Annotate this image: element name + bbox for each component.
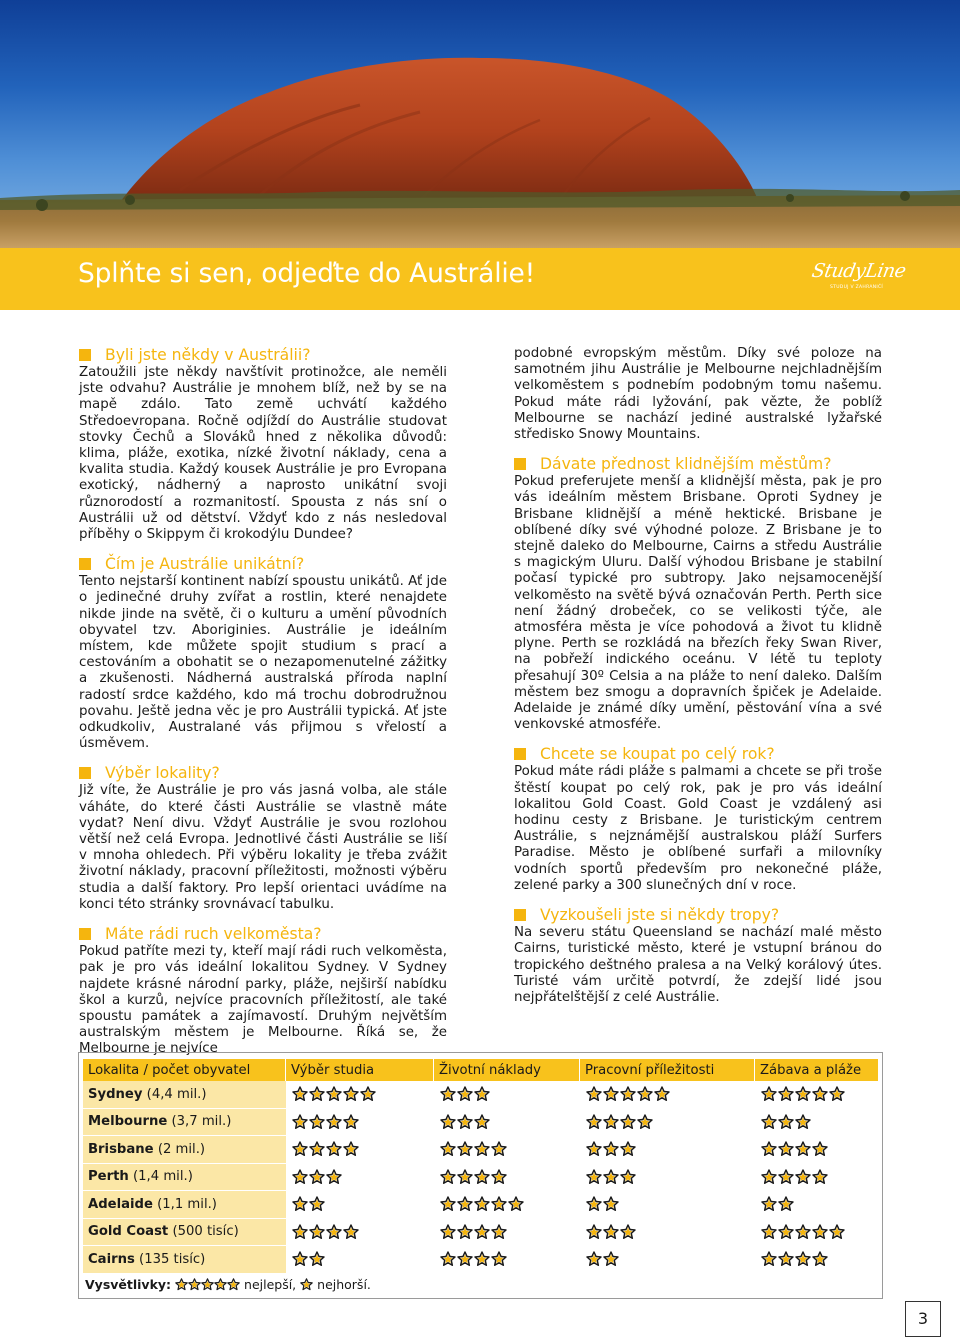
square-bullet-icon [79,767,91,779]
table-legend [85,1277,371,1292]
star-icon [343,1224,359,1240]
star-rating [586,1251,620,1267]
city-cell [83,1219,286,1247]
star-rating [292,1141,360,1157]
comparison-table-box [78,1052,883,1299]
star-icon [188,1278,201,1291]
star-icon [292,1141,308,1157]
rating-cell [580,1191,755,1219]
star-icon [761,1114,777,1130]
page-number: 3 [905,1301,941,1337]
section-text: Již víte, že Austrálie je pro vás jasná volba, ale stále váháte, do které části Austrálie se vlastně máte vydat? Není divu. Vždyť Austrálie je svou rozlohou větší než celá Evropa. Jednotlivé části Austrálie se liší v mnoha ohledech. Při výběru lokality je třeba zvážit životní náklady, pracovní příležitosti, možnosti výběru studia a další faktory. Pro lepší orientaci uvádíme na konci této stránky srovnávací tabulku. [79,783,447,912]
rating-cell [286,1164,434,1192]
star-icon [326,1169,342,1185]
star-rating [586,1086,671,1102]
rating-cell [286,1136,434,1164]
star-icon [620,1114,636,1130]
city-name: Gold Coast [88,1224,169,1240]
star-icon [761,1251,777,1267]
star-icon [778,1141,794,1157]
title-banner [0,248,960,310]
section-continuation [514,346,882,443]
city-name: Sydney [88,1086,143,1102]
legend-best-text: nejlepší, [244,1277,297,1292]
rating-cell [434,1191,580,1219]
star-rating [292,1251,326,1267]
square-bullet-icon [79,928,91,940]
rating-cell [580,1219,755,1247]
city-name: Perth [88,1169,129,1185]
star-icon [292,1114,308,1130]
star-icon [795,1141,811,1157]
rating-cell [286,1081,434,1109]
city-population: (1,1 mil.) [157,1196,217,1212]
studyline-logo [810,258,908,294]
star-icon [586,1169,602,1185]
section-text: podobné evropským městům. Díky své poloze na samotném jihu Austrálie je Melbourne nejchladnějším velkoměstem s podnebím podobným tomu našemu. Pokud máte rádi lyžování, pak vězte, že poblíž Melbourne se nachází jediné australské lyžařské středisko Snowy Mountains. [514,346,882,443]
star-icon [175,1278,188,1291]
star-icon [474,1114,490,1130]
star-icon [761,1169,777,1185]
section-heading: Máte rádi ruch velkoměsta? [79,925,447,943]
legend-worst-text: nejhorší. [317,1277,371,1292]
city-name: Adelaide [88,1196,153,1212]
rating-cell [580,1081,755,1109]
square-bullet-icon [514,748,526,760]
city-cell [83,1081,286,1109]
star-icon [326,1086,342,1102]
rating-cell [580,1136,755,1164]
star-icon [474,1224,490,1240]
section-text: Zatoužili jste někdy navštívit protinožce, ale neměli jste odvahu? Austrálie je mnohem blíž, než by se na mapě zdálo. Tato země uchvátí každého Středoevropana. Ročně odjíždí do Austrálie studovat stovky Čechů a Slováků hned z několika důvodů: klima, pláže, exotika, nízké životní náklady, cena a kvalita studia. Každý kousek Austrálie je pro Evropana exotický, nádherný a naprosto unikátní svoji různorodostí a rozmanitostí. Spousta z nás sní o Austrálii už od dětství. Vždyť kdo z nás nesledoval příběhy o Skippym či krokodýlu Dundee? [79,365,447,543]
section-klidnejsi-mesta [514,455,882,733]
star-rating [761,1251,829,1267]
star-icon [761,1224,777,1240]
logo-tagline: STUDUJ V ZAHRANIČÍ [830,285,884,290]
square-bullet-icon [514,458,526,470]
star-icon [812,1086,828,1102]
star-icon [292,1196,308,1212]
section-heading: Byli jste někdy v Austrálii? [79,346,447,364]
star-icon [603,1196,619,1212]
rating-cell [755,1191,878,1219]
star-rating [586,1196,620,1212]
star-rating [440,1086,491,1102]
star-icon [474,1086,490,1102]
star-rating [440,1251,508,1267]
star-icon [309,1114,325,1130]
section-heading: Čím je Austrálie unikátní? [79,555,447,573]
section-velkomesto [79,925,447,1057]
star-rating [292,1114,360,1130]
header-zivotni-naklady: Životní náklady [434,1059,580,1081]
rating-cell [286,1109,434,1137]
rating-cell [755,1246,878,1274]
city-population: (500 tisíc) [172,1224,239,1240]
section-heading: Výběr lokality? [79,764,447,782]
section-text: Pokud patříte mezi ty, kteří mají rádi ruch velkoměsta, pak je pro vás ideální lokalitou Sydney. V Sydney najdete krásné národní parky, pláže, nejširší nabídku škol a kurzů, nejvíce pracovních příležitostí, ale také spoustu památek a zajímavostí. Druhým největším australským městem je Melbourne. Říká se, že Melbourne je nejvíce [79,944,447,1057]
city-population: (1,4 mil.) [133,1169,193,1185]
star-icon [586,1114,602,1130]
star-rating [440,1169,508,1185]
rating-cell [434,1246,580,1274]
rating-cell [580,1246,755,1274]
city-name: Cairns [88,1251,135,1267]
star-rating [586,1224,637,1240]
star-icon [795,1169,811,1185]
star-icon [829,1086,845,1102]
page-title: Splňte si sen, odjeďte do Austrálie! [78,258,536,289]
star-icon [603,1114,619,1130]
section-heading: Chcete se koupat po celý rok? [514,745,882,763]
star-icon [440,1196,456,1212]
star-icon [457,1086,473,1102]
square-bullet-icon [79,349,91,361]
star-icon [343,1114,359,1130]
header-pracovni-prilezitosti: Pracovní příležitosti [580,1059,755,1081]
star-icon [227,1278,240,1291]
star-icon [457,1114,473,1130]
city-population: (135 tisíc) [139,1251,206,1267]
logo-wordmark: StudyLine [810,260,908,282]
star-icon [620,1169,636,1185]
city-cell [83,1191,286,1219]
star-icon [812,1224,828,1240]
legend-best-stars [175,1277,240,1292]
city-population: (3,7 mil.) [171,1114,232,1130]
star-icon [778,1251,794,1267]
star-rating [440,1114,491,1130]
star-icon [457,1224,473,1240]
rating-cell [286,1219,434,1247]
square-bullet-icon [514,909,526,921]
section-koupat [514,745,882,894]
star-icon [778,1086,794,1102]
star-rating [586,1169,637,1185]
star-icon [603,1251,619,1267]
rating-cell [580,1109,755,1137]
legend-worst-stars [300,1277,313,1292]
star-rating [440,1224,508,1240]
right-column [514,346,882,1018]
star-icon [812,1251,828,1267]
star-icon [761,1141,777,1157]
star-icon [440,1169,456,1185]
star-icon [292,1251,308,1267]
star-icon [491,1169,507,1185]
star-icon [637,1114,653,1130]
table-row [83,1109,878,1137]
city-cell [83,1109,286,1137]
table-row [83,1081,878,1109]
star-icon [474,1141,490,1157]
star-icon [201,1278,214,1291]
left-column [79,346,447,1070]
star-icon [778,1114,794,1130]
star-icon [761,1196,777,1212]
section-unikatni [79,555,447,752]
section-byli-jste [79,346,447,543]
star-icon [795,1251,811,1267]
uluru-illustration [0,0,960,248]
rating-cell [755,1136,878,1164]
hero-photo-uluru [0,0,960,248]
star-icon [309,1251,325,1267]
section-tropy [514,906,882,1006]
star-icon [343,1141,359,1157]
star-icon [309,1141,325,1157]
star-rating [440,1196,525,1212]
rating-cell [755,1164,878,1192]
rating-cell [434,1136,580,1164]
star-icon [586,1224,602,1240]
table-header-row [83,1059,878,1081]
star-rating [761,1141,829,1157]
star-icon [637,1086,653,1102]
star-icon [778,1224,794,1240]
star-icon [586,1251,602,1267]
star-icon [474,1169,490,1185]
square-bullet-icon [79,558,91,570]
rating-cell [580,1164,755,1192]
table-row [83,1136,878,1164]
star-icon [457,1251,473,1267]
legend-label: Vysvětlivky: [85,1277,172,1292]
table-row [83,1246,878,1274]
star-rating [440,1141,508,1157]
rating-cell [434,1219,580,1247]
star-icon [440,1141,456,1157]
star-icon [292,1169,308,1185]
star-icon [360,1086,376,1102]
star-icon [603,1141,619,1157]
table-row [83,1219,878,1247]
rating-cell [286,1191,434,1219]
star-icon [603,1169,619,1185]
star-rating [586,1141,637,1157]
star-icon [491,1224,507,1240]
city-name: Brisbane [88,1141,154,1157]
star-icon [778,1169,794,1185]
star-icon [620,1141,636,1157]
rating-cell [286,1246,434,1274]
rating-cell [434,1109,580,1137]
star-icon [309,1169,325,1185]
header-vyber-studia: Výběr studia [286,1059,434,1081]
star-icon [326,1224,342,1240]
star-rating [292,1224,360,1240]
city-cell [83,1246,286,1274]
city-population: (2 mil.) [157,1141,206,1157]
city-population: (4,4 mil.) [146,1086,207,1102]
star-icon [586,1196,602,1212]
star-icon [440,1086,456,1102]
section-heading: Vyzkoušeli jste si někdy tropy? [514,906,882,924]
star-icon [812,1169,828,1185]
section-text: Pokud máte rádi pláže s palmami a chcete se při troše štěstí koupat po celý rok, pak je pro vás ideální lokalitou Gold Coast. Gold Coast je vzdálený asi hodinu cesty z Brisbane. Je turistickým centrem Austrálie, s nejznámější australskou pláží Surfers Paradise. Město je oblíbené surfaři a milovníky vodních sportů především pro nekonečné pláže, zelené parky a 300 slunečných dní v roce. [514,764,882,893]
star-rating [292,1086,377,1102]
star-icon [457,1169,473,1185]
star-icon [761,1086,777,1102]
star-icon [457,1196,473,1212]
table-row [83,1164,878,1192]
star-icon [620,1224,636,1240]
star-icon [440,1251,456,1267]
star-icon [309,1196,325,1212]
star-icon [620,1086,636,1102]
rating-cell [755,1081,878,1109]
star-icon [795,1224,811,1240]
section-vyber-lokality [79,764,447,913]
star-rating [761,1169,829,1185]
star-icon [795,1114,811,1130]
rating-cell [755,1109,878,1137]
star-rating [292,1169,343,1185]
star-icon [491,1141,507,1157]
header-lokalita: Lokalita / počet obyvatel [83,1059,286,1081]
section-text: Tento nejstarší kontinent nabízí spoustu unikátů. Ať jde o jedinečné druhy zvířat a rostlin, které nenajdete nikde jinde na světě, či o kulturu a umění původních obyvatel tzv. Aboriginies. Austrálie je ideálním místem, kde můžete spojit studium s prací a cestováním a obohatit se o nezapomenutelné zážitky a zkušenosti. Nádherná australská příroda naplní radostí srdce každého, kdo má trochu dobrodružnou povahu. Ještě jedna věc je pro Austrálii typická. Ať jste odkudkoliv, Australané vás přijmou s vřelostí a úsměvem. [79,574,447,752]
star-icon [309,1086,325,1102]
rating-cell [434,1164,580,1192]
comparison-table [83,1059,878,1274]
star-rating [761,1224,846,1240]
section-text: Pokud preferujete menší a klidnější města, pak je pro vás ideálním městem Brisbane. Oproti Sydney je Brisbane klidnější a méně hektické. Brisbane je oblíbené díky své výhodné poloze. Z Brisbane je to stejně daleko do Melbourne, Cairns a středu Austrálie s magickým Uluru. Další výhodou Brisbane je stabilní počasí typické pro subtropy. Jako nejsamocenější velkoměsto na světě bývá označován Perth. Perth sice není žádný drobeček, co se velikosti týče, ale atmosféra města je více pohodová a život tu klidně plyne. Perth se rozkládá na březích řeky Swan River, na pobřeží indického oceánu. V létě tu teploty přesahují 30º Celsia a na pláže to není daleko. Dalším městem bez smogu a dopravních špiček je Adelaide. Adelaide je známé díky umění, pěstování vína a své venkovské atmosféře. [514,474,882,733]
star-rating [761,1196,795,1212]
star-icon [292,1086,308,1102]
star-rating [761,1086,846,1102]
star-icon [829,1224,845,1240]
rating-cell [434,1081,580,1109]
star-icon [586,1086,602,1102]
star-icon [300,1278,313,1291]
section-text: Na severu státu Queensland se nachází malé město Cairns, turistické město, které je vstupní bránou do tropického deštného pralesa a na Velký korálový útes. Turisté vám určitě potvrdí, že zdejší lidé jsou nejpřátelštější z celé Austrálie. [514,925,882,1005]
star-icon [440,1114,456,1130]
star-icon [292,1224,308,1240]
star-icon [474,1196,490,1212]
star-icon [778,1196,794,1212]
star-rating [761,1114,812,1130]
star-icon [603,1224,619,1240]
star-icon [586,1141,602,1157]
header-zabava-plaze: Zábava a pláže [755,1059,878,1081]
table-body [83,1081,878,1274]
star-icon [457,1141,473,1157]
rating-cell [755,1219,878,1247]
star-icon [795,1086,811,1102]
star-icon [326,1141,342,1157]
star-icon [491,1251,507,1267]
star-icon [343,1086,359,1102]
star-icon [474,1251,490,1267]
star-icon [326,1114,342,1130]
star-icon [603,1086,619,1102]
star-icon [812,1141,828,1157]
star-icon [440,1224,456,1240]
star-icon [654,1086,670,1102]
star-rating [292,1196,326,1212]
city-cell [83,1136,286,1164]
star-rating [586,1114,654,1130]
star-icon [309,1224,325,1240]
city-name: Melbourne [88,1114,168,1130]
star-icon [491,1196,507,1212]
star-icon [508,1196,524,1212]
city-cell [83,1164,286,1192]
star-icon [214,1278,227,1291]
section-heading: Dávate přednost klidnějším městům? [514,455,882,473]
table-row [83,1191,878,1219]
